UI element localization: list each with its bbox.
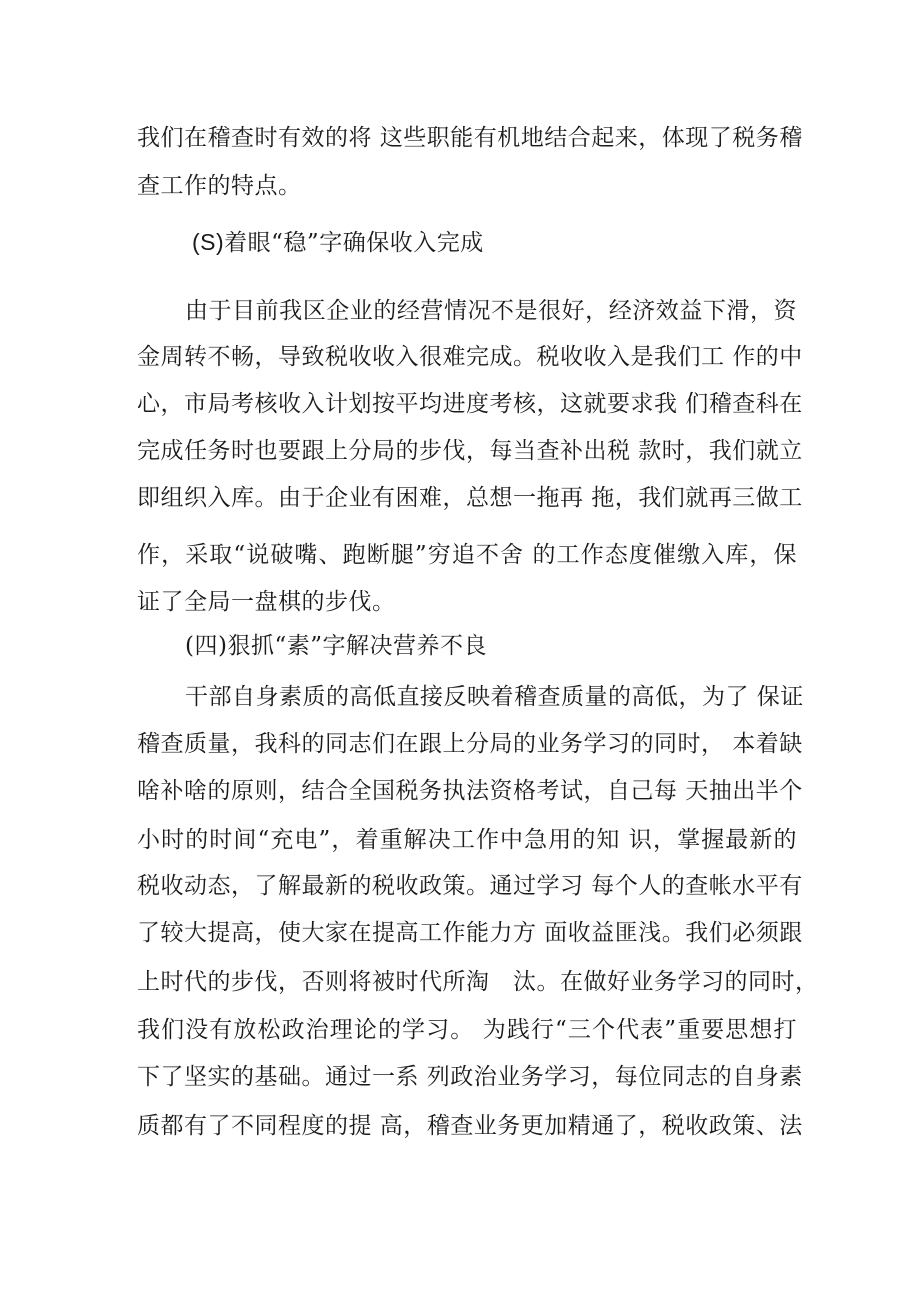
paragraph-line: 稽查质量，我科的同志们在跟上分局的业务学习的同时， 本着缺 xyxy=(137,731,803,757)
paragraph-line: 由于目前我区企业的经营情况不是很好，经济效益下滑，资 xyxy=(185,298,797,324)
paragraph-line: 了较大提高，使大家在提高工作能力方 面收益匪浅。我们必须跟 xyxy=(137,920,803,946)
paragraph-line: 查工作的特点。 xyxy=(137,173,302,199)
paragraph-line: 完成任务时也要跟上分局的步伐，每当查补出税 款时，我们就立 xyxy=(137,438,803,464)
paragraph-line: 我们在稽查时有效的将 这些职能有机地结合起来，体现了税务稽 xyxy=(137,125,803,151)
paragraph-line: 我们没有放松政治理论的学习。 为践行“三个代表”重要思想打 xyxy=(137,1017,797,1043)
heading-text: 着眼“稳”字确保收入完成 xyxy=(224,230,484,256)
paragraph-line: 税收动态，了解最新的税收政策。通过学习 每个人的查帐水平有 xyxy=(137,873,803,899)
section-heading-quality: (四)狠抓“素”字解决营养不良 xyxy=(185,633,487,659)
heading-number: (S) xyxy=(192,229,225,255)
section-heading-stability xyxy=(192,228,852,257)
paragraph-line: 下了坚实的基础。通过一系 列政治业务学习，每位同志的自身素 xyxy=(137,1064,803,1090)
paragraph-line: 啥补啥的原则，结合全国税务执法资格考试，自己每 天抽出半个 xyxy=(137,778,803,804)
paragraph-line: 质都有了不同程度的提 高，稽查业务更加精通了，税收政策、法 xyxy=(137,1113,803,1139)
paragraph-line: 小时的时间“充电”，着重解决工作中急用的知 识，掌握最新的 xyxy=(137,827,797,853)
paragraph-line: 证了全局一盘棋的步伐。 xyxy=(137,589,396,615)
paragraph-line: 即组织入库。由于企业有困难，总想一拖再 拖，我们就再三做工 xyxy=(137,485,803,511)
paragraph-line: 心，市局考核收入计划按平均进度考核，这就要求我 们稽查科在 xyxy=(137,391,803,417)
paragraph-line: 金周转不畅，导致税收收入很难完成。税收收入是我们工 作的中 xyxy=(137,344,803,370)
paragraph-line: 干部自身素质的高低直接反映着稽查质量的高低，为了 保证 xyxy=(185,684,804,710)
paragraph-line: 上时代的步伐，否则将被时代所淘 汰。在做好业务学习的同时， xyxy=(137,969,819,995)
paragraph-line: 作，采取“说破嘴、跑断腿”穷追不舍 的工作态度催缴入库，保 xyxy=(137,542,797,568)
